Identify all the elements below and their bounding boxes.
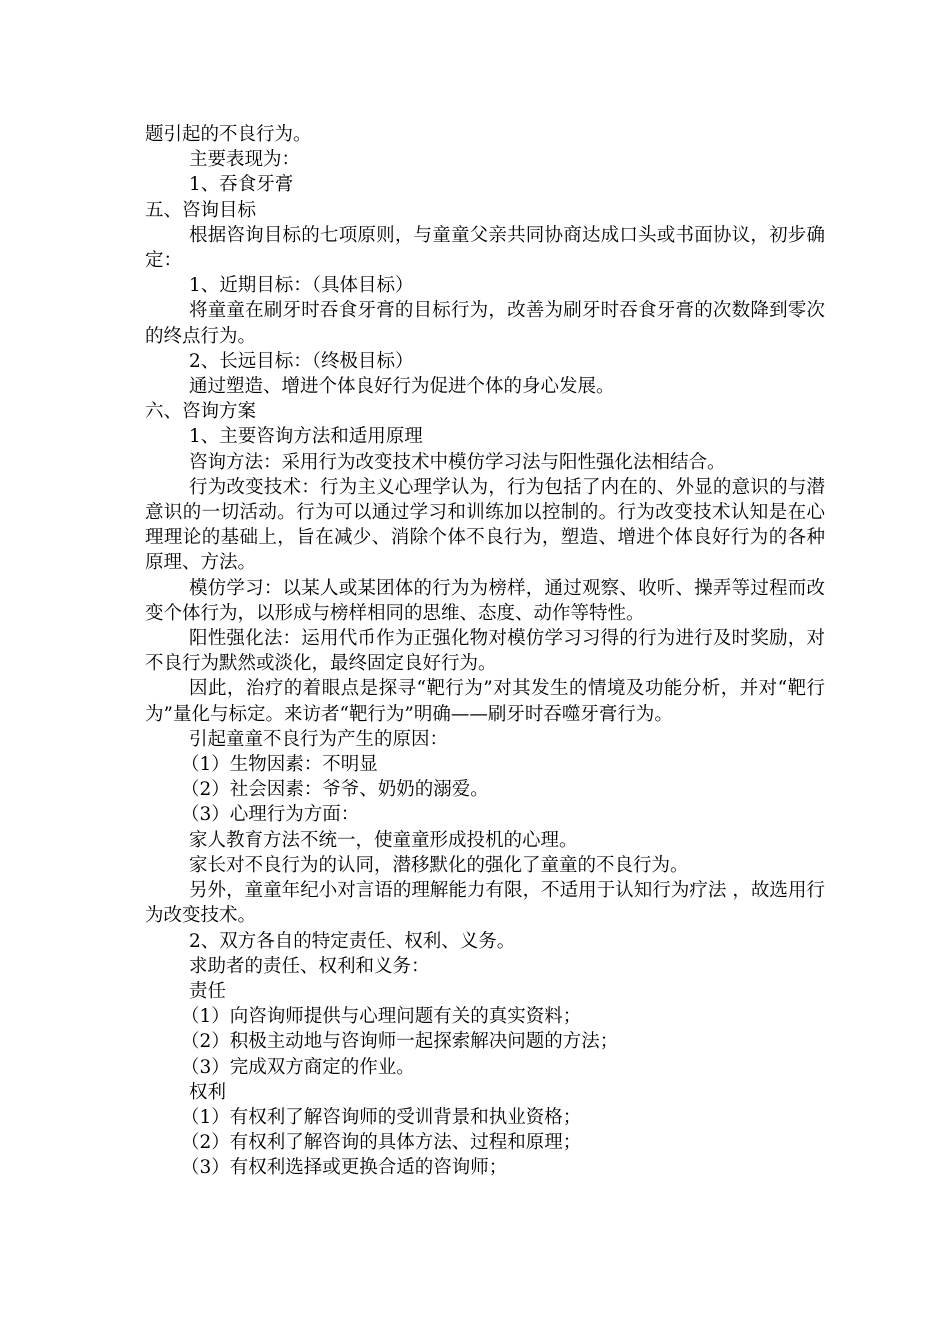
paragraph-15: 因此，治疗的着眼点是探寻“靶行为”对其发生的情境及功能分析，并对“靶行为”量化与标定。来访者“靶行为”明确——刷牙时吞噬牙膏行为。 [145,678,825,725]
paragraph-26: （1）向咨询师提供与心理问题有关的真实资料； [181,1006,582,1028]
paragraph-11: 咨询方法：采用行为改变技术中模仿学习法与阳性强化法相结合。 [189,451,726,473]
paragraph-0: 题引起的不良行为。 [145,124,312,145]
paragraph-16: 引起童童不良行为产生的原因： [189,728,449,750]
paragraph-17: （1）生物因素：不明显 [181,754,378,776]
paragraph-1: 主要表现为： [189,149,301,171]
paragraph-8: 通过塑造、增进个体良好行为促进个体的身心发展。 [189,376,615,398]
section-heading-6: 六、咨询方案 [145,401,257,423]
paragraph-28: （3）完成双方商定的作业。 [181,1056,415,1078]
paragraph-30: （1）有权利了解咨询师的受训背景和执业资格； [181,1106,582,1128]
paragraph-32: （3）有权利选择或更换合适的咨询师； [181,1157,508,1179]
paragraph-21: 家长对不良行为的认同，潜移默化的强化了童童的不良行为。 [189,854,689,876]
paragraph-31: （2）有权利了解咨询的具体方法、过程和原理； [181,1132,582,1154]
paragraph-22: 另外，童童年纪小对言语的理解能力有限，不适用于认知行为疗法 ，故选用行为改变技术。 [145,880,825,927]
paragraph-14: 阳性强化法：运用代币作为正强化物对模仿学习习得的行为进行及时奖励，对不良行为默然或淡化，最终固定良好行为。 [145,628,825,675]
paragraph-24: 求助者的责任、权利和义务： [189,955,430,977]
paragraph-5: 1、近期目标：（具体目标） [189,275,414,297]
paragraph-10: 1、主要咨询方法和适用原理 [189,426,423,448]
paragraph-29: 权利 [189,1081,227,1103]
paragraph-13: 模仿学习：以某人或某团体的行为为榜样，通过观察、收听、操弄等过程而改变个体行为，以形成与榜样相同的思维、态度、动作等特性。 [145,577,825,624]
paragraph-18: （2）社会因素：爷爷、奶奶的溺爱。 [181,779,489,801]
paragraph-7: 2、长远目标：（终极目标） [189,350,414,372]
paragraph-19: （3）心理行为方面： [181,804,360,826]
paragraph-20: 家人教育方法不统一，使童童形成投机的心理。 [189,829,578,851]
section-heading-5: 五、咨询目标 [145,199,257,221]
paragraph-6: 将童童在刷牙时吞食牙膏的目标行为，改善为刷牙时吞食牙膏的次数降到零次的终点行为。 [145,300,825,347]
document-body [145,122,825,1181]
paragraph-2: 1、吞食牙膏 [189,174,294,196]
paragraph-27: （2）积极主动地与咨询师一起探索解决问题的方法； [181,1031,619,1053]
paragraph-12: 行为改变技术：行为主义心理学认为，行为包括了内在的、外显的意识的与潜意识的一切活动。行为可以通过学习和训练加以控制的。行为改变技术认知是在心理理论的基础上，旨在减少、消除个体不良行为，塑造、增进个体良好行为的各种原理、方法。 [145,476,825,574]
paragraph-23: 2、双方各自的特定责任、权利、义务。 [189,930,516,952]
paragraph-25: 责任 [189,980,227,1002]
paragraph-4: 根据咨询目标的七项原则，与童童父亲共同协商达成口头或书面协议，初步确定： [145,224,825,272]
